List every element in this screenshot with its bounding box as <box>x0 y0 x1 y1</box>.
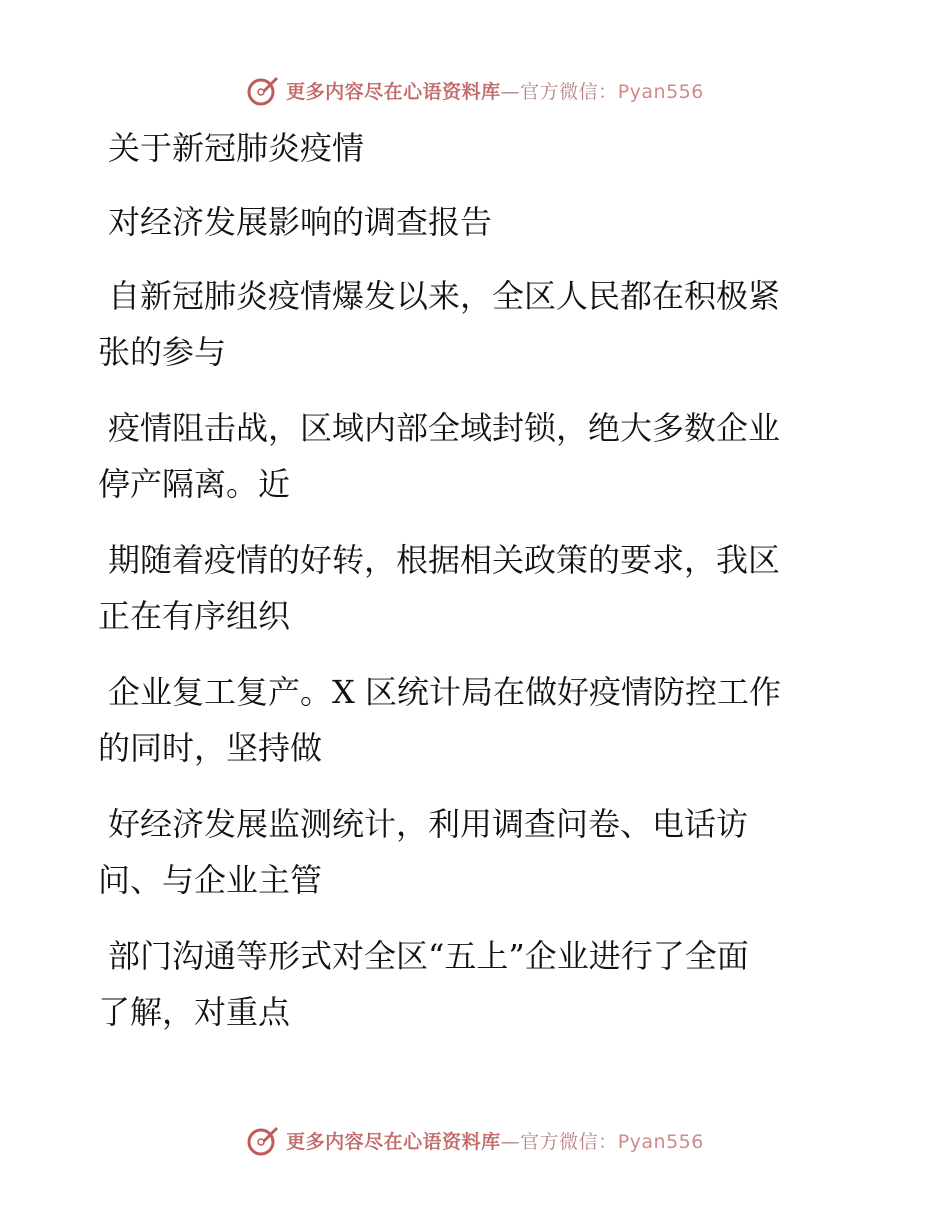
title-line-1: 关于新冠肺炎疫情 <box>108 129 365 167</box>
title-line-2: 对经济发展影响的调查报告 <box>108 203 493 241</box>
paragraph-line: 了解，对重点 <box>98 993 291 1031</box>
paragraph-line: 疫情阻击战，区域内部全域封锁，绝大多数企业 <box>108 409 781 447</box>
paragraph-line: 正在有序组织 <box>98 597 291 635</box>
watermark-text: 更多内容尽在心语资料库—官方微信：Pyan556 <box>286 1130 704 1153</box>
paragraph <box>98 796 838 908</box>
paragraph <box>98 268 838 380</box>
paragraph-line: 停产隔离。近 <box>98 465 291 503</box>
paragraph-line: 企业复工复产。X 区统计局在做好疫情防控工作 <box>108 673 781 711</box>
paragraph-line: 张的参与 <box>98 333 227 371</box>
paragraph-line: 期随着疫情的好转，根据相关政策的要求，我区 <box>108 541 781 579</box>
header-watermark <box>0 70 950 110</box>
watermark-text: 更多内容尽在心语资料库—官方微信：Pyan556 <box>286 80 704 103</box>
paragraph <box>98 400 838 512</box>
paragraph <box>98 532 838 644</box>
paragraph-line: 好经济发展监测统计，利用调查问卷、电话访 <box>108 805 749 843</box>
document-body <box>98 120 838 1040</box>
paragraph <box>98 928 838 1040</box>
paragraph-line: 自新冠肺炎疫情爆发以来，全区人民都在积极紧 <box>108 277 781 315</box>
paragraph-line: 的同时，坚持做 <box>98 729 323 767</box>
pen-in-circle-icon <box>246 73 280 107</box>
pen-in-circle-icon <box>246 1123 280 1157</box>
paragraph-line: 部门沟通等形式对全区“五上”企业进行了全面 <box>108 937 749 975</box>
footer-watermark <box>0 1120 950 1160</box>
paragraph-line: 问、与企业主管 <box>98 861 323 899</box>
paragraph <box>98 664 838 776</box>
